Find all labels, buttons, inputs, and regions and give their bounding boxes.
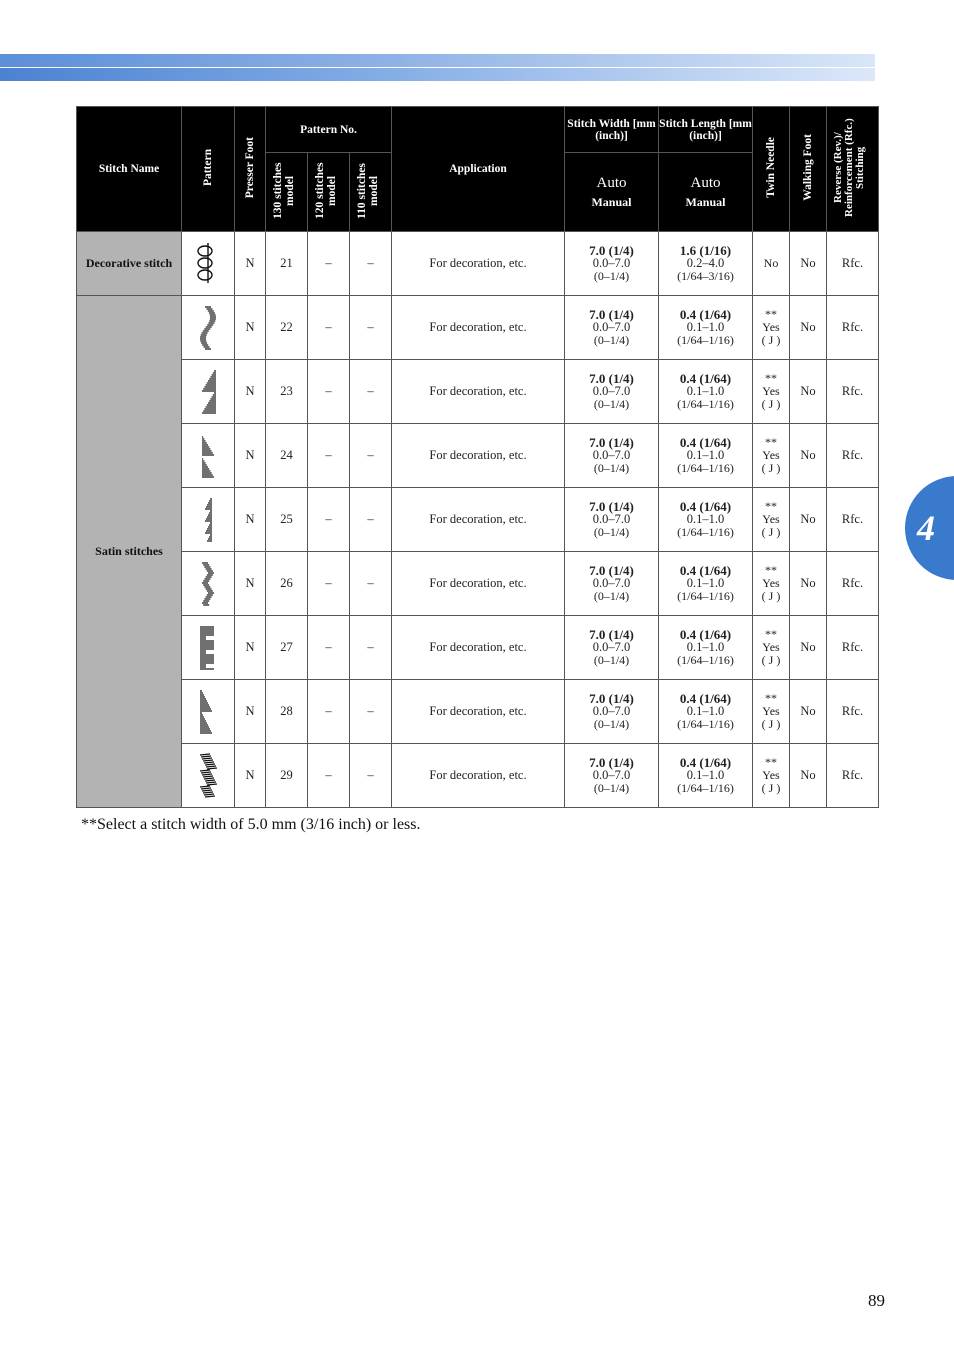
walking-foot-cell: No <box>790 296 827 360</box>
stitch-width-cell: 7.0 (1/4) 0.0–7.0 (0–1/4) <box>565 744 659 808</box>
walking-foot-cell: No <box>790 360 827 424</box>
col-twin-needle: Twin Needle <box>753 107 790 232</box>
pattern-cell <box>182 552 235 616</box>
satin-small-triangles-icon <box>192 495 224 545</box>
presser-foot-cell: N <box>235 360 266 424</box>
application-cell: For decoration, etc. <box>392 744 565 808</box>
table-row <box>77 360 879 424</box>
stitch-width-cell: 7.0 (1/4) 0.0–7.0 (0–1/4) <box>565 296 659 360</box>
table-row <box>77 616 879 680</box>
reverse-cell: Rfc. <box>827 552 879 616</box>
pattern-cell <box>182 296 235 360</box>
pattern-no-130: 28 <box>266 680 308 744</box>
walking-foot-cell: No <box>790 424 827 488</box>
pattern-no-120: – <box>308 616 350 680</box>
page-number: 89 <box>868 1291 885 1310</box>
reverse-cell: Rfc. <box>827 424 879 488</box>
pattern-no-130: 23 <box>266 360 308 424</box>
presser-foot-cell: N <box>235 744 266 808</box>
header-band-bottom <box>0 68 875 81</box>
header-band-top <box>0 54 875 67</box>
satin-comb-icon <box>192 687 224 737</box>
pattern-no-120: – <box>308 744 350 808</box>
stitch-length-cell: 0.4 (1/64) 0.1–1.0 (1/64–1/16) <box>659 360 753 424</box>
stitch-length-cell: 0.4 (1/64) 0.1–1.0 (1/64–1/16) <box>659 424 753 488</box>
footnote: **Select a stitch width of 5.0 mm (3/16 inch) or less. <box>81 816 421 833</box>
stitch-length-cell: 0.4 (1/64) 0.1–1.0 (1/64–1/16) <box>659 552 753 616</box>
twin-needle-cell: ** Yes ( J ) <box>753 744 790 808</box>
walking-foot-cell: No <box>790 744 827 808</box>
stitch-table <box>76 106 879 808</box>
pattern-no-110: – <box>350 744 392 808</box>
walking-foot-cell: No <box>790 488 827 552</box>
pattern-cell <box>182 680 235 744</box>
reverse-cell: Rfc. <box>827 232 879 296</box>
reverse-cell: Rfc. <box>827 616 879 680</box>
pattern-no-130: 29 <box>266 744 308 808</box>
application-cell: For decoration, etc. <box>392 296 565 360</box>
pattern-no-110: – <box>350 552 392 616</box>
chapter-number: 4 <box>917 508 935 548</box>
pattern-no-110: – <box>350 680 392 744</box>
satin-wave-icon <box>192 303 224 353</box>
pattern-cell <box>182 424 235 488</box>
walking-foot-cell: No <box>790 680 827 744</box>
application-cell: For decoration, etc. <box>392 488 565 552</box>
pattern-no-130: 22 <box>266 296 308 360</box>
pattern-cell <box>182 616 235 680</box>
col-model-130: 130 stitches model <box>266 153 308 232</box>
satin-triangle-left-icon <box>192 367 224 417</box>
satin-zigzag-icon <box>192 559 224 609</box>
col-pattern: Pattern <box>182 107 235 232</box>
application-cell: For decoration, etc. <box>392 552 565 616</box>
reverse-cell: Rfc. <box>827 360 879 424</box>
table-row <box>77 232 879 296</box>
application-cell: For decoration, etc. <box>392 360 565 424</box>
reverse-cell: Rfc. <box>827 680 879 744</box>
stitch-width-cell: 7.0 (1/4) 0.0–7.0 (0–1/4) <box>565 360 659 424</box>
presser-foot-cell: N <box>235 680 266 744</box>
stitch-length-cell: 1.6 (1/16) 0.2–4.0 (1/64–3/16) <box>659 232 753 296</box>
twin-needle-cell: ** Yes ( J ) <box>753 680 790 744</box>
stitch-width-cell: 7.0 (1/4) 0.0–7.0 (0–1/4) <box>565 488 659 552</box>
satin-triangle-right-icon <box>192 431 224 481</box>
col-pattern-no: Pattern No. <box>266 107 392 153</box>
group-satin: Satin stitches <box>77 296 182 808</box>
col-model-120: 120 stitches model <box>308 153 350 232</box>
application-cell: For decoration, etc. <box>392 616 565 680</box>
presser-foot-cell: N <box>235 296 266 360</box>
pattern-no-130: 27 <box>266 616 308 680</box>
application-cell: For decoration, etc. <box>392 680 565 744</box>
presser-foot-cell: N <box>235 552 266 616</box>
pattern-cell <box>182 360 235 424</box>
application-cell: For decoration, etc. <box>392 424 565 488</box>
pattern-no-130: 24 <box>266 424 308 488</box>
stitch-length-cell: 0.4 (1/64) 0.1–1.0 (1/64–1/16) <box>659 296 753 360</box>
table-row <box>77 552 879 616</box>
presser-foot-cell: N <box>235 616 266 680</box>
pattern-no-120: – <box>308 552 350 616</box>
table-row <box>77 488 879 552</box>
reverse-cell: Rfc. <box>827 488 879 552</box>
pattern-no-130: 21 <box>266 232 308 296</box>
stitch-width-cell: 7.0 (1/4) 0.0–7.0 (0–1/4) <box>565 616 659 680</box>
pattern-cell <box>182 744 235 808</box>
width-auto-manual: Auto Manual <box>565 153 659 232</box>
stitch-width-cell: 7.0 (1/4) 0.0–7.0 (0–1/4) <box>565 232 659 296</box>
table-row <box>77 296 879 360</box>
pattern-no-110: – <box>350 616 392 680</box>
twin-needle-cell: No <box>753 232 790 296</box>
twin-needle-cell: ** Yes ( J ) <box>753 424 790 488</box>
col-stitch-name: Stitch Name <box>77 107 182 232</box>
satin-bars-icon <box>192 623 224 673</box>
length-auto-manual: Auto Manual <box>659 153 753 232</box>
pattern-no-120: – <box>308 232 350 296</box>
application-cell: For decoration, etc. <box>392 232 565 296</box>
stitch-length-cell: 0.4 (1/64) 0.1–1.0 (1/64–1/16) <box>659 680 753 744</box>
satin-diagonal-icon <box>192 751 224 801</box>
walking-foot-cell: No <box>790 232 827 296</box>
col-application: Application <box>392 107 565 232</box>
twin-needle-cell: ** Yes ( J ) <box>753 360 790 424</box>
walking-foot-cell: No <box>790 616 827 680</box>
pattern-cell <box>182 232 235 296</box>
col-stitch-length: Stitch Length [mm (inch)] <box>659 107 753 153</box>
group-decorative: Decorative stitch <box>77 232 182 296</box>
presser-foot-cell: N <box>235 488 266 552</box>
stitch-width-cell: 7.0 (1/4) 0.0–7.0 (0–1/4) <box>565 424 659 488</box>
pattern-no-110: – <box>350 424 392 488</box>
twin-needle-cell: ** Yes ( J ) <box>753 488 790 552</box>
reverse-cell: Rfc. <box>827 296 879 360</box>
pattern-no-120: – <box>308 680 350 744</box>
pattern-no-110: – <box>350 360 392 424</box>
pattern-no-110: – <box>350 296 392 360</box>
table-row <box>77 744 879 808</box>
stitch-length-cell: 0.4 (1/64) 0.1–1.0 (1/64–1/16) <box>659 744 753 808</box>
pattern-no-120: – <box>308 296 350 360</box>
stitch-length-cell: 0.4 (1/64) 0.1–1.0 (1/64–1/16) <box>659 488 753 552</box>
col-stitch-width: Stitch Width [mm (inch)] <box>565 107 659 153</box>
pattern-cell <box>182 488 235 552</box>
reverse-cell: Rfc. <box>827 744 879 808</box>
pattern-no-110: – <box>350 232 392 296</box>
pattern-no-120: – <box>308 360 350 424</box>
presser-foot-cell: N <box>235 232 266 296</box>
col-model-110: 110 stitches model <box>350 153 392 232</box>
presser-foot-cell: N <box>235 424 266 488</box>
pattern-no-130: 25 <box>266 488 308 552</box>
pattern-no-120: – <box>308 488 350 552</box>
col-reverse: Reverse (Rev.)/ Reinforcement (Rfc.) Stitching <box>827 107 879 232</box>
table-row <box>77 424 879 488</box>
twin-needle-cell: ** Yes ( J ) <box>753 616 790 680</box>
pattern-no-110: – <box>350 488 392 552</box>
pattern-no-130: 26 <box>266 552 308 616</box>
stitch-length-cell: 0.4 (1/64) 0.1–1.0 (1/64–1/16) <box>659 616 753 680</box>
table-row <box>77 680 879 744</box>
stitch-width-cell: 7.0 (1/4) 0.0–7.0 (0–1/4) <box>565 552 659 616</box>
twin-needle-cell: ** Yes ( J ) <box>753 552 790 616</box>
col-walking-foot: Walking Foot <box>790 107 827 232</box>
twin-needle-cell: ** Yes ( J ) <box>753 296 790 360</box>
walking-foot-cell: No <box>790 552 827 616</box>
stitch-width-cell: 7.0 (1/4) 0.0–7.0 (0–1/4) <box>565 680 659 744</box>
loops-icon <box>192 239 224 289</box>
pattern-no-120: – <box>308 424 350 488</box>
col-presser-foot: Presser Foot <box>235 107 266 232</box>
